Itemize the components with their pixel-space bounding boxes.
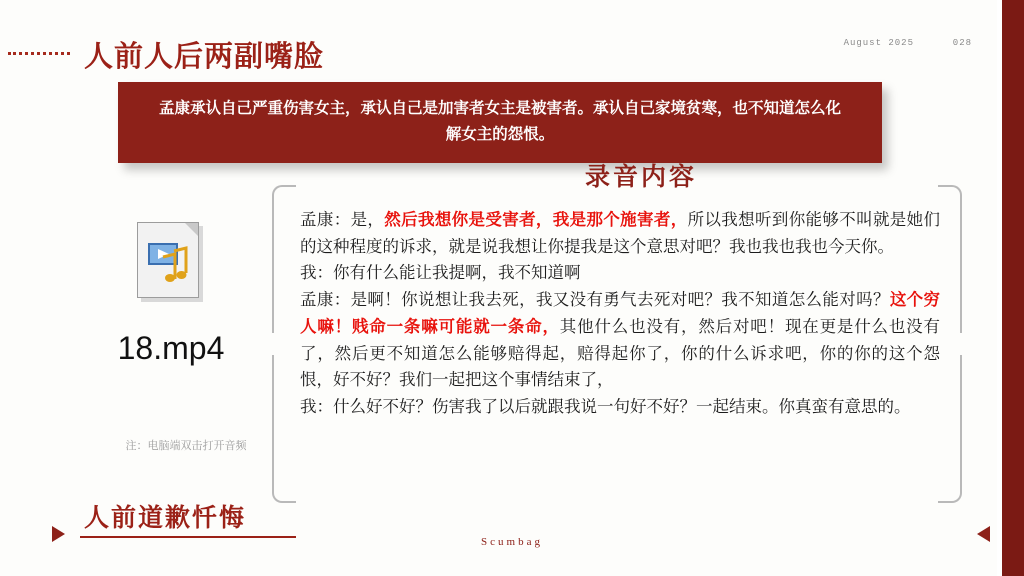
transcript-text <box>300 207 940 421</box>
transcript-plain: 是， <box>350 210 385 229</box>
right-accent-bar-gap <box>997 0 1002 576</box>
bracket-bottom-right <box>938 355 962 503</box>
transcript-plain: 是啊！你说想让我去死，我又没有勇气去死对吧？我不知道怎么能对吗？ <box>350 290 890 310</box>
summary-banner: 孟康承认自己严重伤害女主，承认自己是加害者女主是被害者。承认自己家境贫寒，也不知道怎么化解女主的怨恨。 <box>118 82 882 163</box>
file-note: 注：电脑端双击打开音频 <box>125 439 247 452</box>
bracket-top-left <box>272 185 296 333</box>
audio-video-glyph <box>146 237 192 287</box>
transcript-plain: 什么好不好？伤害我了以后就跟我说一句好不好？一起结束。你真蛮有意思的。 <box>333 397 911 417</box>
transcript-plain: 你有什么能让我提啊，我不知道啊 <box>333 263 581 283</box>
transcript-line <box>300 260 940 287</box>
media-file-icon[interactable] <box>137 222 199 298</box>
transcript-speaker: 孟康： <box>300 290 351 310</box>
footer-brand: Scumbag <box>481 536 543 548</box>
page-title: 人前人后两副嘴脸 <box>84 39 325 73</box>
footer-caption: 人前道歉忏悔 <box>84 503 247 532</box>
transcript-speaker: 我： <box>300 397 333 417</box>
transcript-line <box>300 394 940 421</box>
right-accent-bar <box>1002 0 1024 576</box>
transcript-plain: 所以我想听到你能够不叫就是她们的这种程度的诉求，就是说我想让你提我是这个意思对吧？我也我也我也今天你。 <box>300 210 941 256</box>
transcript-plain: 其他什么也没有，然后对吧！现在更是什么也没有了，然后更不知道怎么能够赔得起，赔得起你了，你的什么诉求吧，你的你的这个怨恨，好不好？我们一起把这个事情结束了， <box>300 316 941 390</box>
bracket-top-right <box>938 185 962 333</box>
header-date: August 2025 <box>843 38 914 48</box>
transcript-highlight: 这个穷人嘛！贱命一条嘛可能就一条命， <box>300 290 941 336</box>
transcript-line <box>300 287 940 394</box>
title-dotted-lead <box>8 52 70 55</box>
bracket-bottom-left <box>272 355 296 503</box>
page-fold-corner <box>185 223 198 236</box>
transcript-highlight: 然后我想你是受害者，我是那个施害者， <box>384 210 688 229</box>
transcript-speaker: 孟康： <box>300 210 351 229</box>
transcript-speaker: 我： <box>300 263 333 283</box>
file-name: 18.mp4 <box>117 330 225 366</box>
header-page-number: 028 <box>952 38 972 48</box>
recording-section-heading: 录音内容 <box>585 162 698 191</box>
transcript-line <box>300 207 940 260</box>
